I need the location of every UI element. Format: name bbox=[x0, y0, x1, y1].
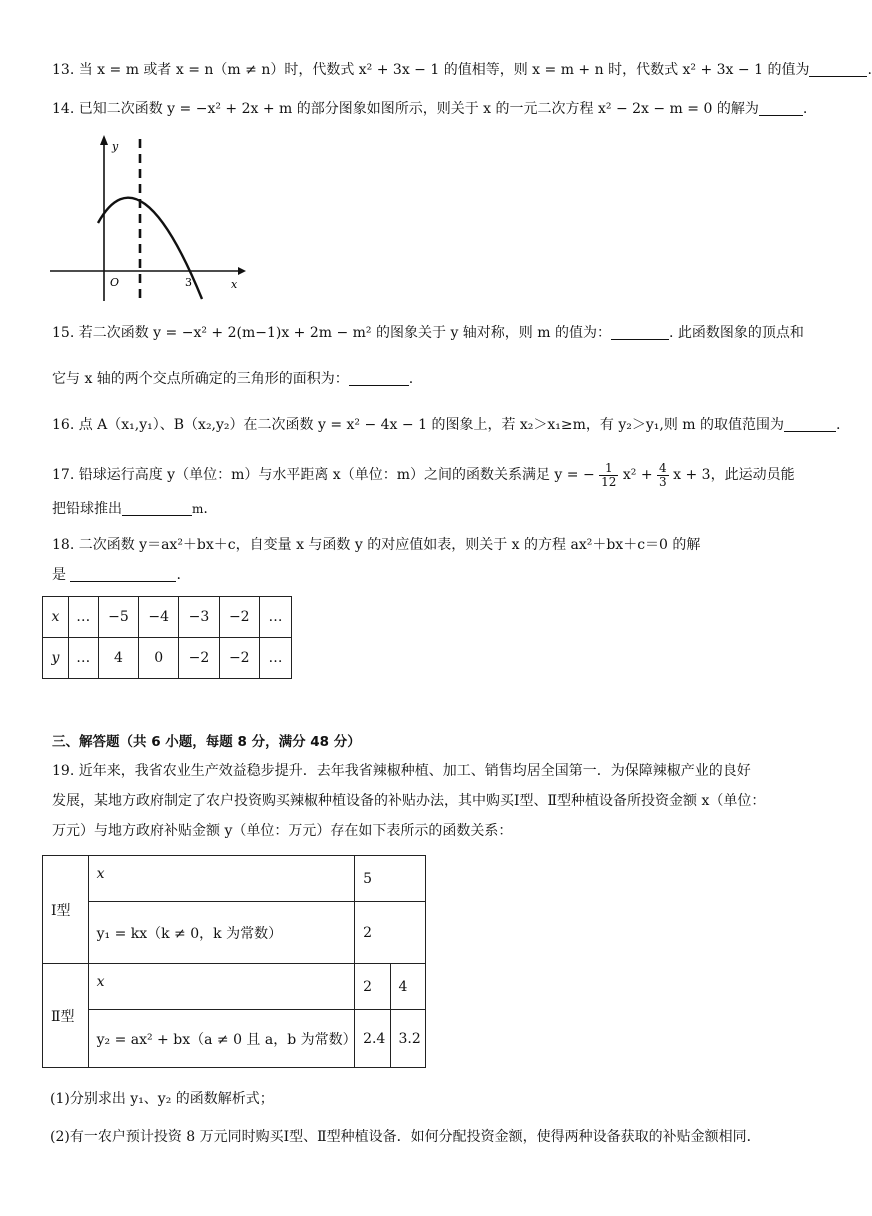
q19-sub2: (2)有一农户预计投资 8 万元同时购买Ⅰ型、Ⅱ型种植设备．如何分配投资金额，使得两种设备获取的补贴金额相同． bbox=[50, 1129, 761, 1145]
q18-line2: 是 bbox=[52, 567, 66, 583]
q13-answer-blank bbox=[809, 62, 867, 77]
q17-fraction-2 bbox=[657, 462, 669, 489]
q15-number: 15. bbox=[52, 325, 75, 341]
q19-line1: 近年来，我省农业生产效益稳步提升．去年我省辣椒种植、加工、销售均居全国第一．为保障辣椒产业的良好 bbox=[78, 763, 751, 779]
table-cell: 0 bbox=[139, 638, 179, 679]
table-cell: 4 bbox=[98, 638, 138, 679]
q15-answer-blank-2 bbox=[349, 371, 409, 386]
table-row bbox=[43, 964, 426, 1010]
type1-y-formula: y₁ = kx（k ≠ 0，k 为常数） bbox=[88, 902, 354, 964]
table-cell: −2 bbox=[179, 638, 219, 679]
question-15-line2 bbox=[52, 368, 820, 390]
q15-end: . bbox=[408, 371, 414, 387]
table-cell: −4 bbox=[139, 597, 179, 638]
q15-mid: . 此函数图象的顶点和 bbox=[668, 325, 804, 341]
q13-end: . bbox=[867, 62, 872, 78]
question-17 bbox=[52, 460, 820, 490]
table-cell: −2 bbox=[219, 638, 259, 679]
question-19 bbox=[52, 760, 820, 782]
question-18 bbox=[52, 534, 820, 556]
q17-frac1-den: 12 bbox=[601, 474, 617, 489]
type1-x-value: 5 bbox=[355, 856, 426, 902]
table-cell: −5 bbox=[98, 597, 138, 638]
origin-label: O bbox=[110, 276, 120, 289]
table-cell: … bbox=[259, 597, 291, 638]
q15-line2: 它与 x 轴的两个交点所确定的三角形的面积为： bbox=[52, 371, 349, 387]
y-axis-label: y bbox=[112, 140, 119, 153]
q18-number: 18. bbox=[52, 537, 75, 553]
q17-line2: 把铅球推出 bbox=[52, 501, 122, 517]
type2-y-value: 3.2 bbox=[390, 1010, 425, 1068]
q17-frac2-den: 3 bbox=[659, 474, 667, 489]
q17-number: 17. bbox=[52, 467, 75, 483]
q17-text: 铅球运行高度 y（单位：m）与水平距离 x（单位：m）之间的函数关系满足 y = − bbox=[78, 467, 595, 483]
table-row bbox=[43, 1010, 426, 1068]
q17-answer-blank bbox=[122, 501, 192, 516]
q19-line2: 发展，某地方政府制定了农户投资购买辣椒种植设备的补贴办法，其中购买Ⅰ型、Ⅱ型种植设备所投资金额 x（单位： bbox=[52, 793, 766, 809]
q16-text: 点 A（x₁,y₁）、B（x₂,y₂）在二次函数 y = x² − 4x − 1 的图象上，若 x₂＞x₁≥m，有 y₂＞y₁,则 m 的取值范围为 bbox=[78, 417, 785, 433]
q18-end: . bbox=[176, 567, 181, 583]
parabola-graph bbox=[46, 135, 246, 307]
table-row-y bbox=[43, 638, 292, 679]
type2-y-value: 2.4 bbox=[355, 1010, 390, 1068]
table-row bbox=[43, 856, 426, 902]
type2-x-value: 2 bbox=[355, 964, 390, 1010]
type2-y-formula: y₂ = ax² + bx（a ≠ 0 且 a，b 为常数） bbox=[88, 1010, 354, 1068]
q17-unit: m bbox=[192, 502, 204, 516]
q17-end: . bbox=[203, 501, 208, 517]
q17-mid: x² + bbox=[622, 467, 653, 483]
q17-tail: x + 3，此运动员能 bbox=[673, 467, 795, 483]
q18-answer-blank bbox=[70, 567, 176, 582]
table-cell: −3 bbox=[179, 597, 219, 638]
type2-x-value: 4 bbox=[390, 964, 425, 1010]
x-axis-arrow bbox=[238, 267, 246, 275]
q17-frac2-num: 4 bbox=[659, 460, 667, 475]
q17-frac1-num: 1 bbox=[599, 462, 618, 476]
q16-answer-blank bbox=[784, 417, 836, 432]
q18-text: 二次函数 y＝ax²＋bx＋c，自变量 x 与函数 y 的对应值如表，则关于 x 的方程 ax²＋bx＋c＝0 的解 bbox=[78, 537, 701, 553]
table-cell: x bbox=[43, 597, 69, 638]
y-axis-arrow bbox=[100, 135, 108, 145]
q17-fraction-1 bbox=[599, 462, 618, 489]
table-row-x bbox=[43, 597, 292, 638]
question-15 bbox=[52, 322, 820, 344]
question-17-line2 bbox=[52, 498, 820, 520]
x-axis-label: x bbox=[231, 278, 238, 291]
type1-label: Ⅰ型 bbox=[43, 856, 89, 964]
q14-number: 14. bbox=[52, 101, 75, 117]
q13-text: 当 x = m 或者 x = n（m ≠ n）时，代数式 x² + 3x − 1 的值相等，则 x = m + n 时，代数式 x² + 3x − 1 的值为 bbox=[78, 62, 810, 78]
q19-number: 19. bbox=[52, 763, 75, 779]
table-cell: … bbox=[68, 597, 98, 638]
question-16 bbox=[52, 414, 841, 436]
section-3-title: 三、解答题（共 6 小题，每题 8 分，满分 48 分） bbox=[52, 734, 361, 750]
q19-line3: 万元）与地方政府补贴金额 y（单位：万元）存在如下表所示的函数关系： bbox=[52, 823, 513, 839]
q19-sub1: (1)分别求出 y₁、y₂ 的函数解析式； bbox=[50, 1091, 274, 1107]
table-cell: … bbox=[259, 638, 291, 679]
q19-subsidy-table bbox=[42, 855, 426, 1068]
q15-text: 若二次函数 y = −x² + 2(m−1)x + 2m − m² 的图象关于 y 轴对称，则 m 的值为： bbox=[78, 325, 611, 341]
type2-x-label: x bbox=[88, 964, 354, 1010]
x3-label: 3 bbox=[185, 276, 192, 289]
question-13 bbox=[52, 59, 872, 81]
q14-answer-blank bbox=[759, 101, 803, 116]
table-cell: −2 bbox=[219, 597, 259, 638]
question-14 bbox=[52, 98, 820, 120]
q14-end: . bbox=[802, 101, 808, 117]
q13-number: 13. bbox=[52, 62, 75, 78]
q16-number: 16. bbox=[52, 417, 75, 433]
table-cell: y bbox=[43, 638, 69, 679]
type1-x-label: x bbox=[88, 856, 354, 902]
q16-end: . bbox=[836, 417, 841, 433]
question-18-line2 bbox=[52, 564, 820, 586]
table-cell: … bbox=[68, 638, 98, 679]
q15-answer-blank-1 bbox=[611, 325, 669, 340]
q18-value-table bbox=[42, 596, 292, 679]
type2-label: Ⅱ型 bbox=[43, 964, 89, 1068]
table-row bbox=[43, 902, 426, 964]
q14-text: 已知二次函数 y = −x² + 2x + m 的部分图象如图所示，则关于 x 的一元二次方程 x² − 2x − m = 0 的解为 bbox=[78, 101, 759, 117]
type1-y-value: 2 bbox=[355, 902, 426, 964]
